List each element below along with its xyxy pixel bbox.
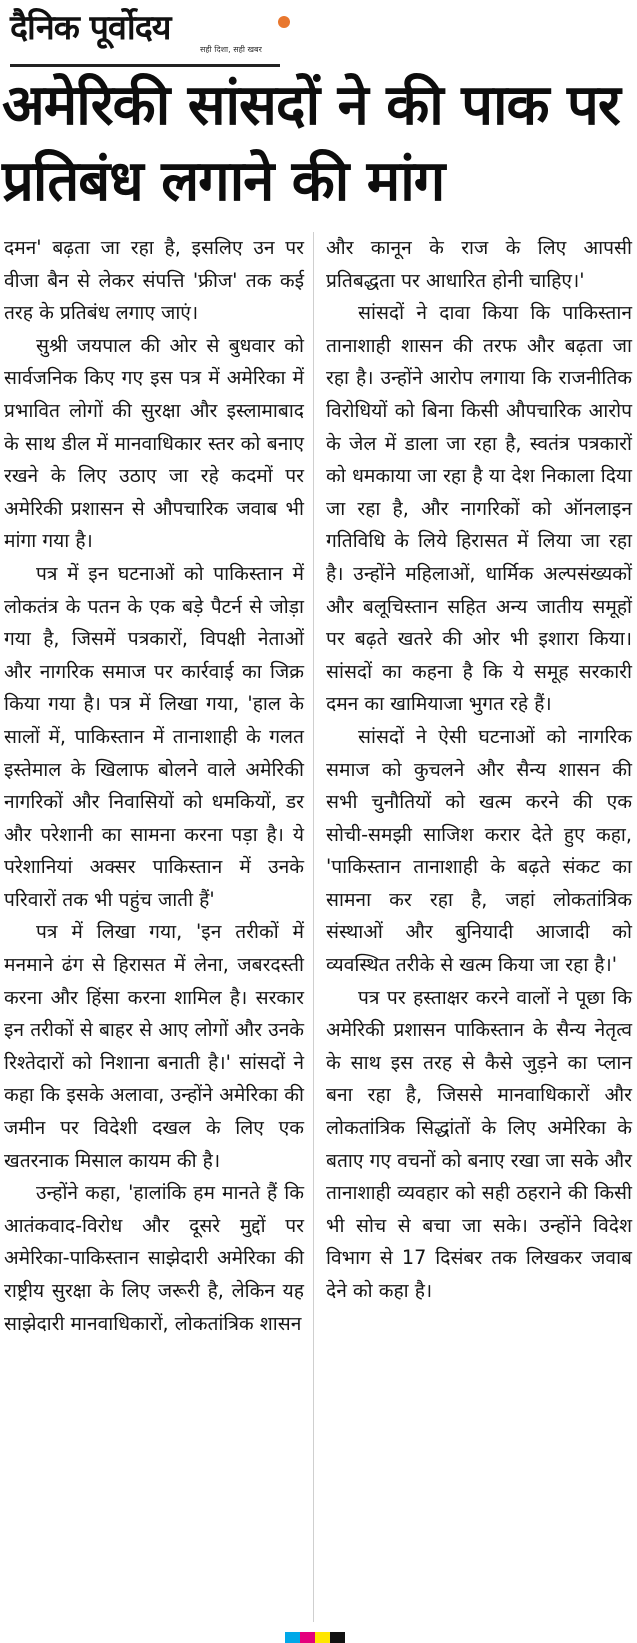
newspaper-masthead	[10, 8, 300, 60]
article-column-left	[4, 232, 304, 1340]
article-paragraph: सांसदों ने दावा किया कि पाकिस्तान तानाशाही शासन की तरफ और बढ़ता जा रहा है। उन्होंने आरोप लगाया कि राजनीतिक विरोधियों को बिना किसी औपचारिक आरोप के जेल में डाला जा रहा है, स्वतंत्र पत्रकारों को धमकाया जा रहा है या देश निकाला दिया जा रहा है, और नागरिकों को ऑनलाइन गतिविधि के लिये हिरासत में लिया जा रहा है। उन्होंने महिलाओं, धार्मिक अल्पसंख्यकों और बलूचिस्तान सहित अन्य जातीय समूहों पर बढ़ते खतरे की ओर भी इशारा किया। सांसदों का कहना है कि ये समूह सरकारी दमन का खामियाजा भुगत रहे हैं।	[326, 301, 632, 716]
article-paragraph: और कानून के राज के लिए आपसी प्रतिबद्धता पर आधारित होनी चाहिए।'	[326, 236, 632, 292]
registration-swatch	[330, 1632, 345, 1643]
article-paragraph: दमन' बढ़ता जा रहा है, इसलिए उन पर वीजा बैन से लेकर संपत्ति 'फ्रीज' तक कई तरह के प्रतिबंध लगाए जाएं।	[4, 236, 304, 325]
registration-swatch	[285, 1632, 300, 1643]
article-paragraph: पत्र में लिखा गया, 'इन तरीकों में मनमाने ढंग से हिरासत में लेना, जबरदस्ती करना और हिंसा करना शामिल है। सरकार इन तरीकों से बाहर से आए लोगों और उनके रिश्तेदारों को निशाना बनाती है।' सांसदों ने कहा कि इसके अलावा, उन्होंने अमेरिका की जमीन पर विदेशी दखल के लिए एक खतरनाक मिसाल कायम की है।	[4, 920, 304, 1172]
registration-swatch	[345, 1632, 360, 1643]
article-paragraph: सुश्री जयपाल की ओर से बुधवार को सार्वजनिक किए गए इस पत्र में अमेरिका में प्रभावित लोगों की सुरक्षा और इस्लामाबाद के साथ डील में मानवाधिकार स्तर को बनाए रखने के लिए उठाए जा रहे कदमों पर अमेरिकी प्रशासन से औपचारिक जवाब भी मांगा गया है।	[4, 333, 304, 553]
article-paragraph: पत्र में इन घटनाओं को पाकिस्तान में लोकतंत्र के पतन के एक बड़े पैटर्न से जोड़ा गया है, जिसमें पत्रकारों, विपक्षी नेताओं और नागरिक समाज पर कार्रवाई का जिक्र किया गया है। पत्र में लिखा गया, 'हाल के सालों में, पाकिस्तान में तानाशाही के गलत इस्तेमाल के खिलाफ बोलने वाले अमेरिकी नागरिकों और निवासियों को धमकियों, डर और परेशानी का सामना करना पड़ा है। ये परेशानियां अक्सर पाकिस्तान में उनके परिवारों तक भी पहुंच जाती हैं'	[4, 561, 304, 911]
print-registration-bar	[270, 1632, 360, 1643]
newspaper-logo: दैनिक पूर्वोदय	[10, 8, 171, 48]
newspaper-tagline: सही दिशा, सही खबर	[200, 45, 262, 54]
registration-swatch	[300, 1632, 315, 1643]
registration-swatch	[270, 1632, 285, 1643]
article-headline: अमेरिकी सांसदों ने की पाक पर प्रतिबंध लगाने की मांग	[2, 73, 620, 214]
logo-sun-icon	[278, 16, 290, 28]
article-paragraph: उन्होंने कहा, 'हालांकि हम मानते हैं कि आतंकवाद-विरोध और दूसरे मुद्दों पर अमेरिका-पाकिस्तान साझेदारी अमेरिका की राष्ट्रीय सुरक्षा के लिए जरूरी है, लेकिन यह साझेदारी मानवाधिकारों, लोकतांत्रिक शासन	[4, 1181, 304, 1335]
article-paragraph: पत्र पर हस्ताक्षर करने वालों ने पूछा कि अमेरिकी प्रशासन पाकिस्तान के सैन्य नेतृत्व के साथ इस तरह से कैसे जुड़ने का प्लान बना रहा है, जिससे मानवाधिकारों और लोकतांत्रिक सिद्धांतों के लिए अमेरिका के बताए गए वचनों को बनाए रखा जा सके और तानाशाही व्यवहार को सही ठहराने की किसी भी सोच से बचा जा सके। उन्होंने विदेश विभाग से 17 दिसंबर तक लिखकर जवाब देने को कहा है।	[326, 985, 632, 1302]
article-paragraph: सांसदों ने ऐसी घटनाओं को नागरिक समाज को कुचलने और सैन्य शासन की सभी चुनौतियों को खत्म करने की एक सोची-समझी साजिश करार देते हुए कहा, 'पाकिस्तान तानाशाही के बढ़ते संकट का सामना कर रहा है, जहां लोकतांत्रिक संस्थाओं और बुनियादी आजादी को व्यवस्थित तरीके से खत्म किया जा रहा है।'	[326, 724, 632, 977]
article-column-right	[326, 232, 632, 1308]
column-divider	[313, 232, 314, 1622]
masthead-divider	[10, 64, 280, 67]
registration-swatch	[315, 1632, 330, 1643]
